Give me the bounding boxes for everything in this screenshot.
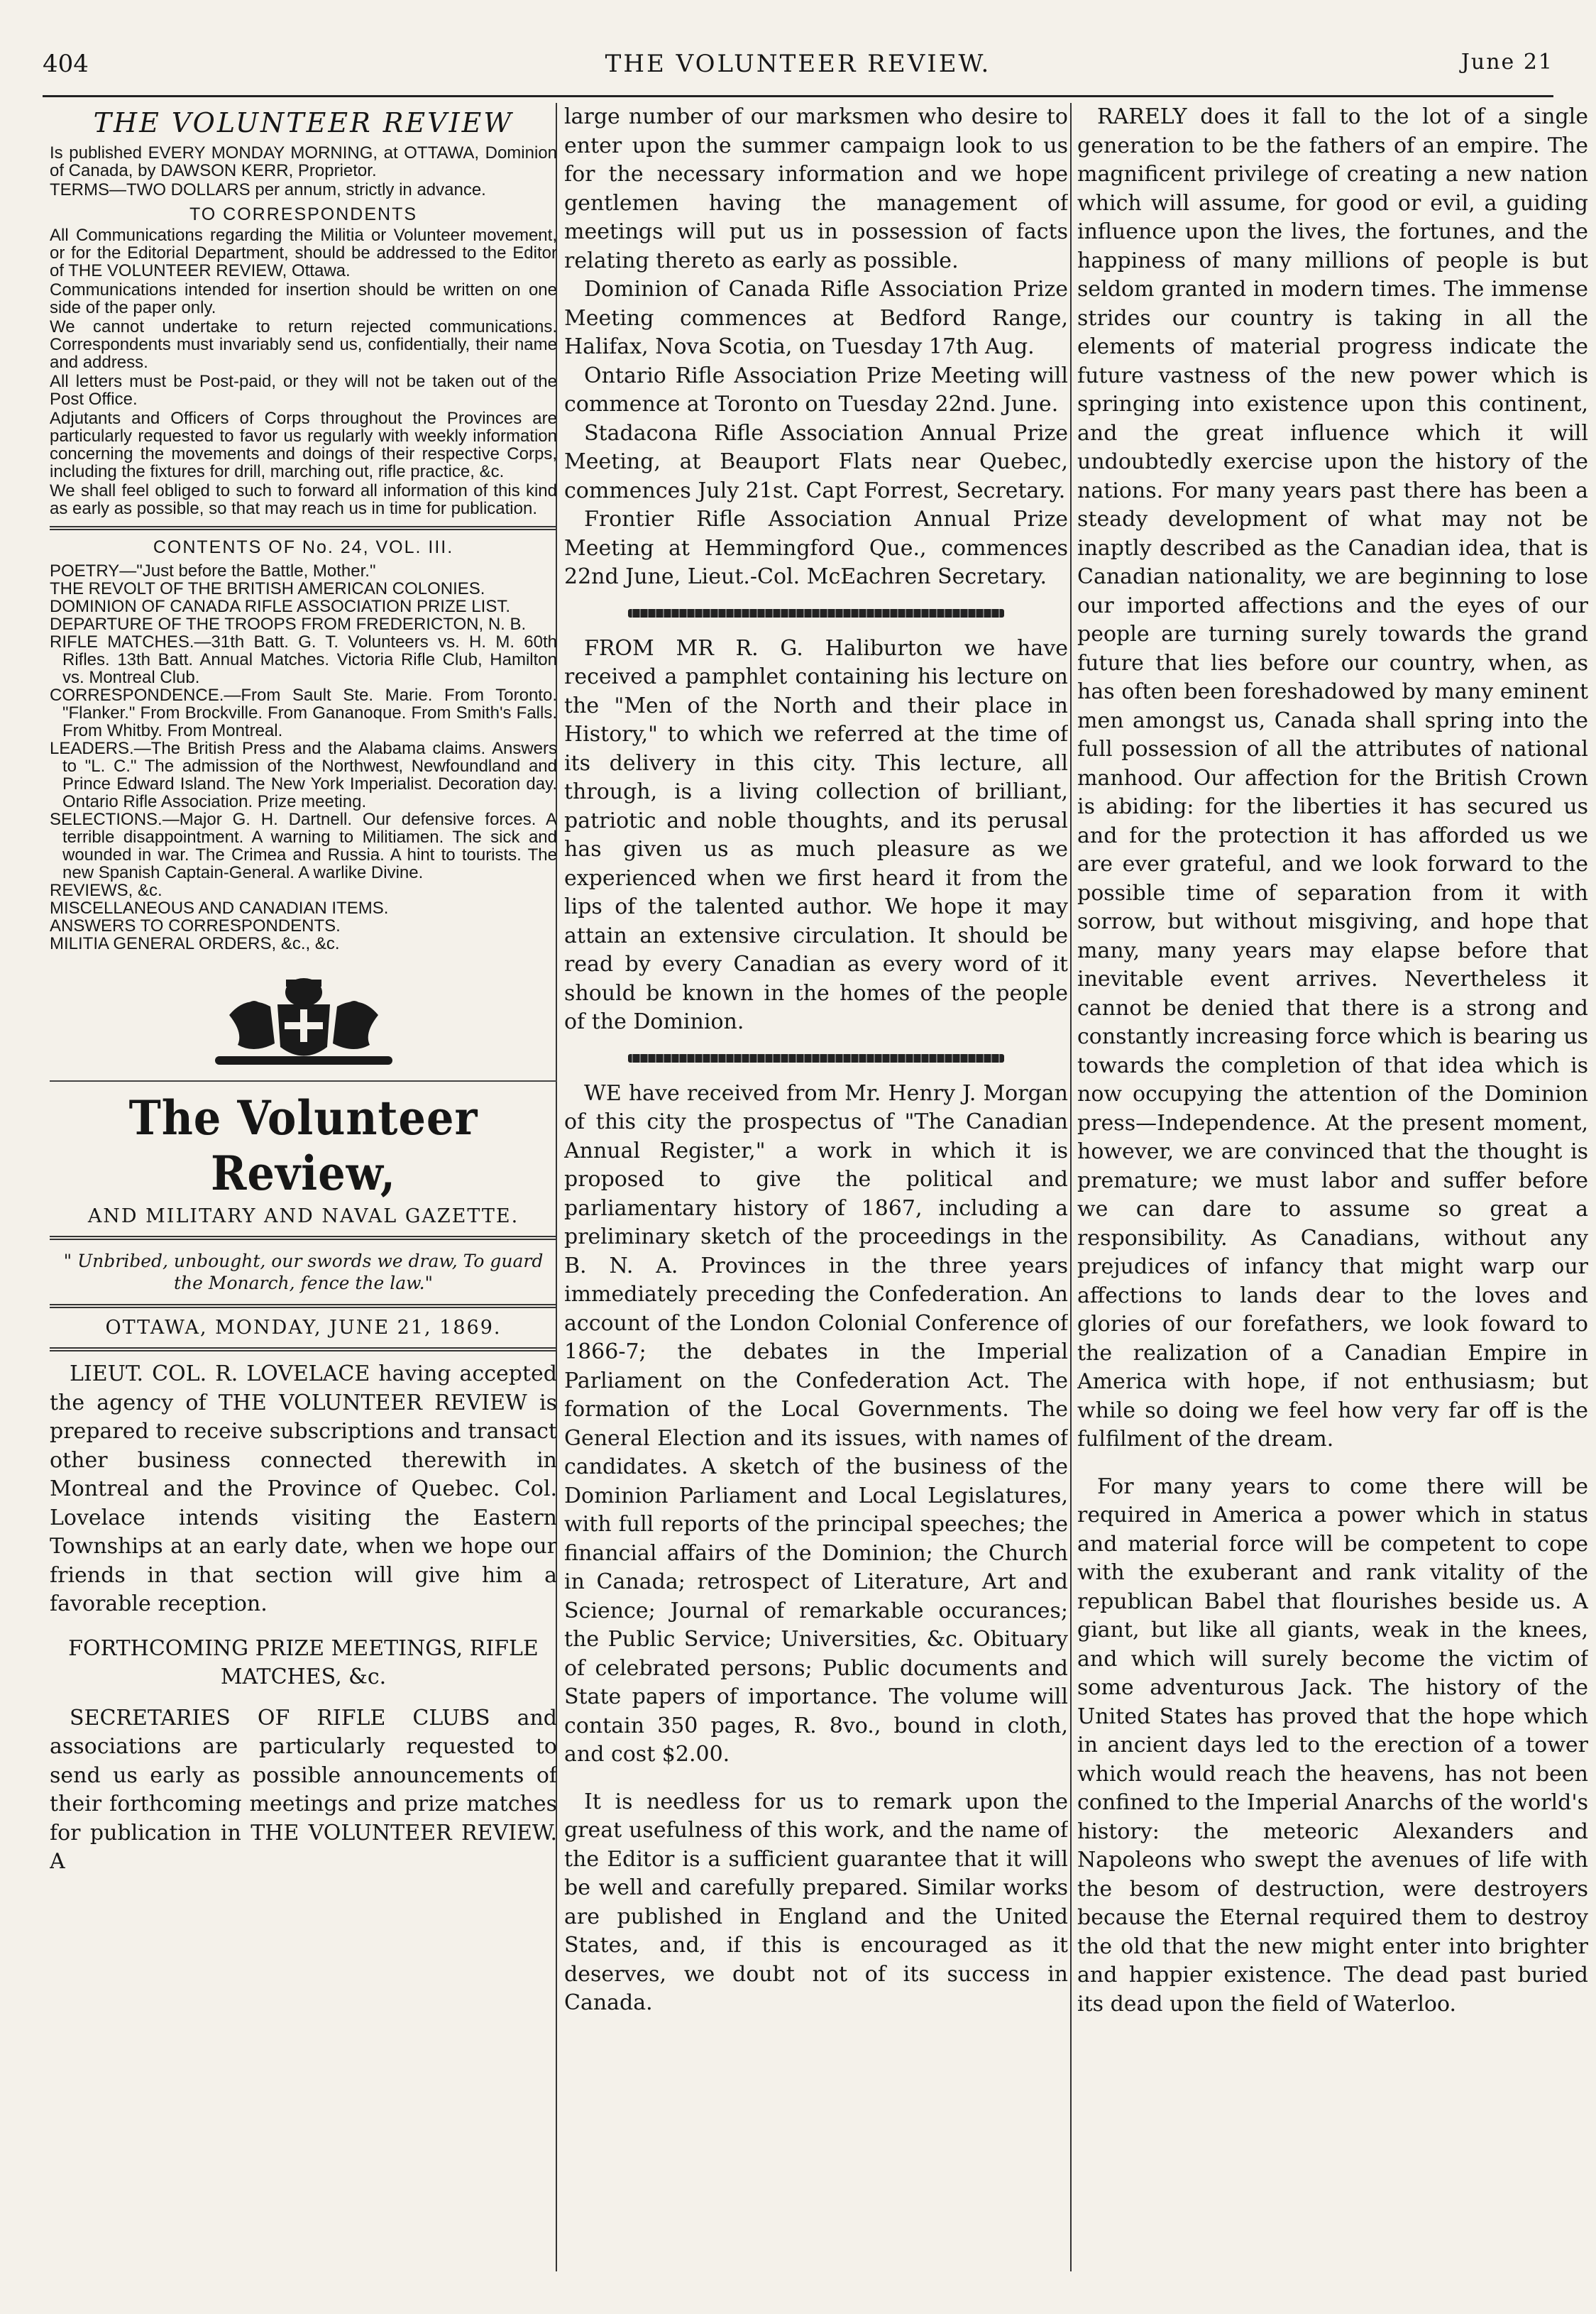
newspaper-nameplate: The Volunteer Review, <box>128 1090 478 1201</box>
coat-of-arms-crest <box>187 965 421 1072</box>
column-1 <box>50 103 557 2271</box>
prize-meetings-intro: SECRETARIES OF RIFLE CLUBS and associations are particularly requested to send us early as possible announcements of their forthcoming meetings and prize matches for publication in THE VOLUNTEER REVIEW. A <box>50 1705 557 1874</box>
running-date: June 21 <box>1460 50 1553 75</box>
section-rule <box>50 526 557 530</box>
issue-dateline: OTTAWA, MONDAY, JUNE 21, 1869. <box>105 1317 502 1339</box>
editorial-paragraph: RARELY does it fall to the lot of a single generation to be the fathers of an empire. The magnificent privilege of creating a new nation which will assume, for good or evil, a guiding influence upon the lives, the fortunes, and the happiness of many millions of people is but seldom granted in modern times. The immense strides our country is taking in all the elements of material progress indicate the future vastness of the new power which is springing into existence upon this continent, and the great influence which it will undoubtedly exercise upon the history of the nations. For many years past there has been a steady development of what may not be inaptly described as the Canadian idea, that is Canadian nationality, we are beginning to lose our imported affections and the eyes of our people are turning surely towards the grand future that lies before our country, when, as has often been foreshadowed by many eminent men amongst us, Canada shall spring into the full possession of all the attributes of national manhood. Our affection for the British Crown is abiding: for the liberties it has secured us and for the protection it has afforded us we are ever grateful, and we look forward to the possible time of separation from it with sorrow, but without misgiving, and hope that many, many years may elapse before that inevitable event arrives. Nevertheless it cannot be denied that there is a strong and constantly increasing force which is bearing us towards the completion of that idea which is now occupying the attention of the Dominion press—Independence. At the present moment, however, we are convinced that the thought is premature; we must labor and suffer before we can dare to assume so great a responsibility. As Canadians, without any prejudices of infancy that might warp our affections to lands dear to the loves and glories of our forefathers, we look foward to the realization of a Canadian Empire in America with hope, if not enthusiasm; but while so doing we feel how very far off is the fulfilment of the dream. <box>1077 104 1588 1452</box>
contents-list <box>50 539 557 953</box>
contents-item: MISCELLANEOUS AND CANADIAN ITEMS. <box>50 899 389 918</box>
ornamental-divider <box>628 609 1004 618</box>
contents-item: MILITIA GENERAL ORDERS, &c., &c. <box>50 934 340 953</box>
correspondents-heading: TO CORRESPONDENTS <box>189 204 418 224</box>
nameplate-subtitle: AND MILITARY AND NAVAL GAZETTE. <box>87 1205 519 1227</box>
masthead-title: THE VOLUNTEER REVIEW <box>93 107 514 138</box>
column-2 <box>564 103 1068 2271</box>
contents-item: THE REVOLT OF THE BRITISH AMERICAN COLONIES. <box>50 579 485 598</box>
column-1-body <box>50 1360 557 1877</box>
correspondents-paragraph: We shall feel obliged to such to forward all information of this kind as early as possible, so that may reach us in time for publication. <box>50 481 557 518</box>
correspondents-paragraph: All letters must be Post-paid, or they will not be taken out of the Post Office. <box>50 372 557 409</box>
contents-item: LEADERS.—The British Press and the Alabama claims. Answers to "L. C." The admission of the Northwest, Newfoundland and Prince Edward Island. The New York Imperialist. Decoration day. Ontario Rifle Association. Prize meeting. <box>50 739 557 811</box>
section-rule <box>50 1304 557 1308</box>
usefulness-paragraph: It is needless for us to remark upon the great usefulness of this work, and the name of the Editor is a sufficient guarantee that it will be well and carefully prepared. Similar works are published in England and the United States, and, if this is encouraged as it deserves, we doubt not of its success in Canada. <box>564 1789 1068 2015</box>
correspondents-paragraph: All Communications regarding the Militia or Volunteer movement, or for the Editorial Department, should be addressed to the Editor of THE VOLUNTEER REVIEW, Ottawa. <box>50 226 557 280</box>
prize-meeting-stadacona: Stadacona Rifle Association Annual Prize Meeting, at Beauport Flats near Quebec, commences July 21st. Capt Forrest, Secretary. <box>564 420 1068 503</box>
publish-note: Is published EVERY MONDAY MORNING, at OTTAWA, Dominion of Canada, by DAWSON KERR, Proprietor. <box>50 143 557 180</box>
prize-meeting-dominion: Dominion of Canada Rifle Association Prize Meeting commences at Bedford Range, Halifax, Nova Scotia, on Tuesday 17th Aug. <box>564 277 1068 359</box>
contents-heading: CONTENTS OF No. 24, VOL. III. <box>153 537 454 557</box>
running-title: THE VOLUNTEER REVIEW. <box>605 50 991 78</box>
ornamental-divider <box>628 1054 1004 1063</box>
contents-item: DEPARTURE OF THE TROOPS FROM FREDERICTON, N. B. <box>50 615 527 634</box>
contents-item: REVIEWS, &c. <box>50 881 163 900</box>
contents-item: RIFLE MATCHES.—31th Batt. G. T. Volunteers vs. H. M. 60th Rifles. 13th Batt. Annual Matches. Victoria Rifle Club, Hamilton vs. Montreal Club. <box>50 632 557 687</box>
prize-meeting-ontario: Ontario Rifle Association Prize Meeting will commence at Toronto on Tuesday 22nd. June. <box>564 363 1068 417</box>
prize-meetings-heading: FORTHCOMING PRIZE MEETINGS, RIFLE MATCHES, &c. <box>68 1635 539 1689</box>
page-header <box>43 50 1553 89</box>
column-divider <box>1070 103 1072 2271</box>
column-3 <box>1077 103 1588 2271</box>
contents-item: ANSWERS TO CORRESPONDENTS. <box>50 916 341 936</box>
morgan-article: WE have received from Mr. Henry J. Morgan of this city the prospectus of "The Canadian Annual Register," a work in which it is proposed to give the political and parliamentary history of 1867, including a preliminary sketch of the proceedings in the B. N. A. Provinces in the three years immediately preceding the Confederation. An account of the London Colonial Conference of 1866-7; the debates in the Imperial Parliament on the Confederation Act. The formation of the Local Governments. The General Election and its issues, with names of candidates. A sketch of the business of the Dominion Parliament and Local Legislatures, with full reports of the principal speeches; the financial affairs of the Dominion; the Church in Canada; retrospect of Literature, Art and Science; Journal of remarkable occurances; the Public Service; Universities, &c. Obituary of celebrated persons; Public documents and State papers of importance. The volume will contain 350 pages, R. 8vo., bound in cloth, and cost $2.00. <box>564 1080 1068 1767</box>
lovelace-notice: LIEUT. COL. R. LOVELACE having accepted the agency of THE VOLUNTEER REVIEW is prepared to receive subscriptions and transact other business connected therewith in Montreal and the Province of Quebec. Col. Lovelace intends visiting the Eastern Townships at an early date, when we hope our friends in that section will give him a favorable reception. <box>50 1361 557 1616</box>
nameplate-rule <box>50 1080 557 1082</box>
section-rule <box>50 1236 557 1240</box>
section-rule <box>50 1347 557 1351</box>
contents-item: DOMINION OF CANADA RIFLE ASSOCIATION PRIZE LIST. <box>50 597 510 616</box>
prize-meetings-continued: large number of our marksmen who desire to enter upon the summer campaign look to us for the necessary information and we hope gentlemen having the management of meetings will put us in possession of facts relating thereto as early as possible. <box>564 104 1068 273</box>
header-rule <box>43 95 1553 97</box>
contents-item: SELECTIONS.—Major G. H. Dartnell. Our defensive forces. A terrible disappointment. A warning to Militiamen. The sick and wounded in war. The Crimea and Russia. A hint to tourists. The new Spanish Captain-General. A warlike Divine. <box>50 810 557 882</box>
nameplate-motto: " Unbribed, unbought, our swords we draw, To guard the Monarch, fence the law." <box>63 1251 544 1293</box>
correspondents-paragraph: Communications intended for insertion should be written on one side of the paper only. <box>50 280 557 317</box>
correspondents-paragraph: Adjutants and Officers of Corps throughout the Provinces are particularly requested to favor us regularly with weekly information concerning the movements and doings of their respective Corps, including the fixtures for drill, marching out, rifle practice, &c. <box>50 409 557 481</box>
haliburton-article: FROM MR R. G. Haliburton we have received a pamphlet containing his lecture on the "Men of the North and their place in History," to which we referred at the time of its delivery in this city. This lecture, all through, is a living collection of brilliant, patriotic and noble thoughts, and its perusal has given us as much pleasure as we experienced when we first heard it from the lips of the talented author. We hope it may attain an extensive circulation. It should be read by every Canadian as every word of it should be known in the homes of the people of the Dominion. <box>564 635 1068 1034</box>
correspondents-paragraph: We cannot undertake to return rejected communications. Correspondents must invariably send us, confidentially, their name and address. <box>50 317 557 372</box>
masthead-notice <box>50 144 557 517</box>
contents-item: POETRY—"Just before the Battle, Mother." <box>50 561 376 581</box>
prize-meeting-frontier: Frontier Rifle Association Annual Prize Meeting at Hemmingford Que., commences 22nd June, Lieut.-Col. McEachren Secretary. <box>564 507 1068 589</box>
contents-item: CORRESPONDENCE.—From Sault Ste. Marie. From Toronto. "Flanker." From Brockville. From Gananoque. From Smith's Falls. From Whitby. From Montreal. <box>50 686 557 740</box>
editorial-paragraph: For many years to come there will be required in America a power which in status and material force will be competent to cope with the exuberant and rank vitality of the republican Babel that flourishes beside us. A giant, but like all giants, weak in the knees, and which will surely become the victim of some adventurous Jack. The history of the United States has proved that the hope which in ancient days led to the erection of a tower which would reach the heavens, has not been confined to the Imperial Anarchs of the world's history: the meteoric Alexanders and Napoleons who swept the avenues of life with the besom of destruction, were destroyers because the Eternal required them to destroy the old that the new might enter into brighter and happier existence. The dead past buried its dead upon the field of Waterloo. <box>1077 1474 1588 2017</box>
page-number: 404 <box>43 50 89 78</box>
terms-note: TERMS—TWO DOLLARS per annum, strictly in advance. <box>50 180 486 199</box>
